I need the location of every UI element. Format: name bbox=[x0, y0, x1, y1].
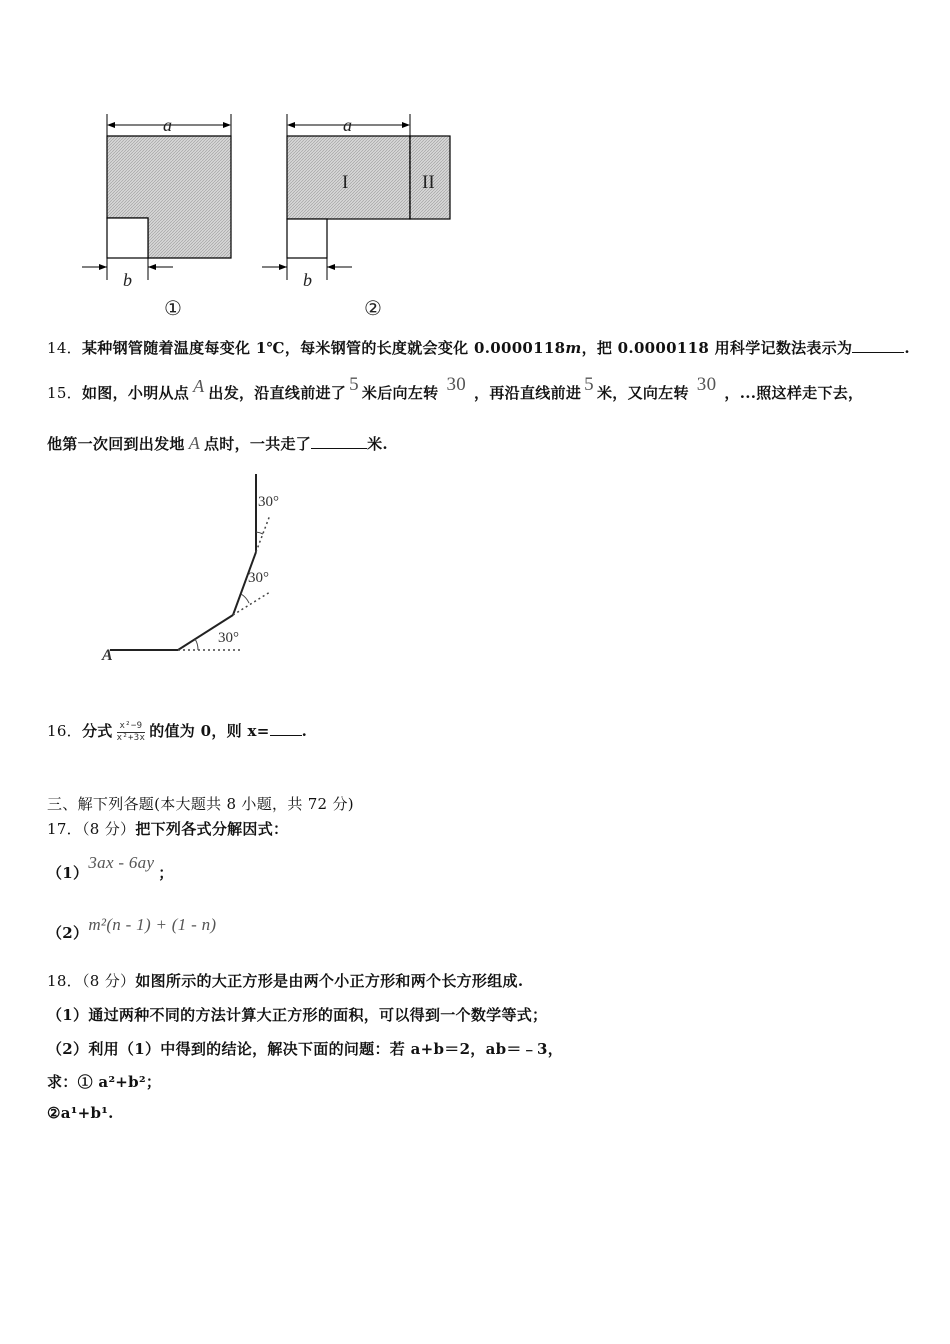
q17-p2-expression: m²(n - 1) + (1 - n) bbox=[88, 915, 217, 934]
q17-text: 把下列各式分解因式： bbox=[135, 820, 289, 838]
q15-text-1: 如图，小明从点 bbox=[82, 384, 190, 402]
label-circled-1: ① bbox=[164, 298, 182, 320]
angle-label-2: 30° bbox=[248, 570, 269, 586]
question-17 bbox=[47, 818, 288, 839]
label-b-1: b bbox=[123, 270, 132, 290]
q15-text-5: 米，又向左转 bbox=[596, 384, 689, 402]
q16-number: 16． bbox=[47, 722, 82, 740]
label-b-2: b bbox=[303, 270, 312, 290]
q16-fraction bbox=[117, 721, 146, 744]
shape-two bbox=[262, 114, 450, 320]
q18-ask-1: 求：① a²+b²； bbox=[47, 1073, 162, 1091]
q15-line2-b: 点时，一共走了 bbox=[204, 435, 312, 453]
q17-part-2 bbox=[47, 915, 217, 943]
region-I-label: I bbox=[342, 172, 349, 193]
q15-text-3: 米后向左转 bbox=[361, 384, 439, 402]
question-18 bbox=[47, 970, 523, 991]
section-3-title: 三、解下列各题(本大题共 8 小题，共 72 分) bbox=[47, 795, 354, 813]
q14-end: . bbox=[904, 339, 910, 357]
path-start-a: A bbox=[102, 647, 113, 664]
label-a-2: a bbox=[343, 115, 352, 135]
label-circled-2: ② bbox=[364, 298, 382, 320]
q17-score: （8 分） bbox=[82, 820, 136, 838]
q16-text-b: 的值为 0，则 x= bbox=[149, 722, 270, 740]
angle-label-1: 30° bbox=[218, 630, 239, 646]
q17-p1-label: （1） bbox=[47, 864, 89, 882]
question-15-line-2 bbox=[47, 433, 388, 454]
q18-text: 如图所示的大正方形是由两个小正方形和两个长方形组成. bbox=[135, 972, 524, 990]
q16-denominator: x²+3x bbox=[116, 732, 146, 743]
q15-text-2: 出发，沿直线前进了 bbox=[208, 384, 347, 402]
q15-text-6: ，...照这样走下去， bbox=[724, 384, 864, 402]
label-a-1: a bbox=[163, 115, 172, 135]
q15-line2-c: 米. bbox=[367, 435, 388, 453]
question-14 bbox=[47, 337, 910, 358]
q14-text-a: 某种钢管随着温度每变化 1℃，每米钢管的长度就会变化 0.0000118 bbox=[82, 339, 566, 357]
question-16 bbox=[47, 720, 307, 744]
q17-part-1 bbox=[47, 853, 174, 883]
region-II-label: II bbox=[422, 172, 435, 193]
area-figure bbox=[70, 110, 470, 325]
q14-unit: m bbox=[565, 339, 582, 357]
shape-one bbox=[82, 114, 231, 320]
q17-number: 17． bbox=[47, 820, 82, 838]
q15-text-4: ，再沿直线前进 bbox=[474, 384, 582, 402]
q14-number: 14． bbox=[47, 339, 82, 357]
q17-p2-label: （2） bbox=[47, 924, 89, 942]
angle-label-3: 30° bbox=[258, 494, 279, 510]
q16-text-a: 分式 bbox=[82, 722, 113, 740]
q15-line2-a: 他第一次回到出发地 bbox=[47, 435, 185, 453]
question-15 bbox=[47, 374, 864, 404]
q14-text-b: ，把 0.0000118 用科学记数法表示为 bbox=[581, 339, 853, 357]
q18-part-2: （2）利用（1）中得到的结论，解决下面的问题：若 a+b＝2，ab＝﹣3， bbox=[47, 1040, 564, 1058]
q15-thirty-2: 30 bbox=[696, 374, 717, 395]
q16-numerator: x²−9 bbox=[117, 721, 146, 733]
q14-answer-blank[interactable] bbox=[852, 338, 904, 353]
q17-p1-expression: 3ax - 6ay bbox=[88, 853, 155, 872]
q15-point-a: A bbox=[193, 376, 205, 396]
q18-score: （8 分） bbox=[82, 972, 136, 990]
q17-p1-end: ； bbox=[158, 864, 174, 882]
q15-five-1: 5 bbox=[349, 374, 359, 395]
q15-point-a-2: A bbox=[188, 433, 200, 453]
q15-thirty-1: 30 bbox=[446, 374, 467, 395]
q18-ask-2: ②a¹+b¹. bbox=[47, 1104, 114, 1122]
walking-path-figure bbox=[98, 470, 298, 670]
q15-five-2: 5 bbox=[584, 374, 594, 395]
q18-part-1: （1）通过两种不同的方法计算大正方形的面积，可以得到一个数学等式； bbox=[47, 1006, 548, 1024]
q18-number: 18． bbox=[47, 972, 82, 990]
q16-end: . bbox=[301, 722, 308, 740]
q15-answer-blank[interactable] bbox=[311, 434, 367, 449]
q16-answer-blank[interactable] bbox=[270, 721, 302, 736]
q15-number: 15． bbox=[47, 384, 82, 402]
